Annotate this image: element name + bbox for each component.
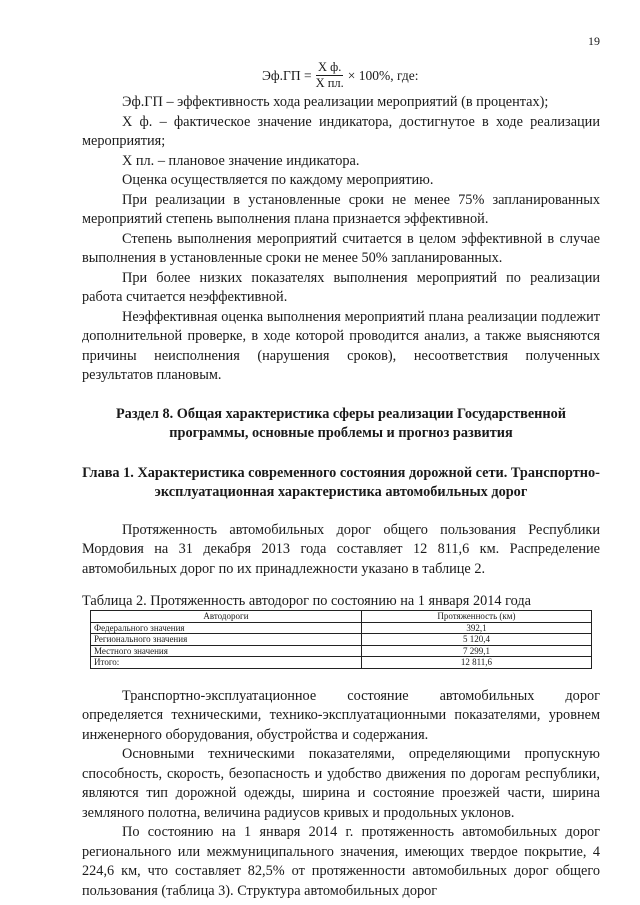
definition-eff: Эф.ГП – эффективность хода реализации мероприятий (в процентах);	[122, 94, 549, 110]
table-row	[91, 634, 592, 646]
table-cell-value: 5 120,4	[361, 634, 591, 646]
page-number: 19	[588, 34, 600, 48]
table-header-row	[91, 611, 592, 623]
paragraph-verification: Неэффективная оценка выполнения мероприятий плана реализации подлежит дополнительной проверке, в ходе которой проводится анализ, а также выясняются причины неисполнения (нарушения сроков), несоответствия полученных результатов плановым.	[82, 308, 600, 383]
table-cell-category: Итого:	[91, 657, 362, 669]
table-header-roads: Автодороги	[91, 611, 362, 623]
definition-xpl: Х пл. – плановое значение индикатора.	[122, 152, 360, 169]
paragraph-transport-condition: Транспортно-эксплуатационное состояние автомобильных дорог определяется техническими, технико-эксплуатационными показателями, уровнем инженерного оборудования, обустройства и содержания.	[82, 687, 600, 743]
formula-numerator: Х ф.	[317, 60, 342, 74]
efficiency-formula	[262, 60, 419, 91]
table-cell-value: 392,1	[361, 622, 591, 634]
table-row	[91, 645, 592, 657]
paragraph-50-percent: Степень выполнения мероприятий считается в целом эффективной в случае выполнения в установленные сроки не менее 50% запланированных.	[82, 230, 600, 266]
chapter-heading: Глава 1. Характеристика современного состояния дорожной сети. Транспортно-эксплуатационная характеристика автомобильных дорог	[82, 464, 600, 500]
table-caption: Таблица 2. Протяженность автодорог по состоянию на 1 января 2014 года	[82, 593, 531, 609]
paragraph-assessment: Оценка осуществляется по каждому мероприятию.	[122, 172, 434, 188]
table-cell-category: Местного значения	[91, 645, 362, 657]
formula-rhs: × 100%, где:	[347, 67, 419, 83]
section-heading: Раздел 8. Общая характеристика сферы реализации Государственной программы, основные проблемы и прогноз развития	[115, 405, 567, 441]
page-content	[82, 93, 600, 901]
table-row	[91, 622, 592, 634]
paragraph-75-percent: При реализации в установленные сроки не менее 75% запланированных мероприятий степень выполнения плана признается эффективной.	[82, 191, 600, 227]
table-cell-category: Федерального значения	[91, 622, 362, 634]
table-cell-category: Регионального значения	[91, 634, 362, 646]
road-length-table	[90, 610, 592, 669]
table-cell-value: 12 811,6	[361, 657, 591, 669]
paragraph-ineffective: При более низких показателях выполнения мероприятий по реализации работа считается неэффективной.	[82, 269, 600, 305]
table-cell-value: 7 299,1	[361, 645, 591, 657]
paragraph-road-length: Протяженность автомобильных дорог общего пользования Республики Мордовия на 31 декабря 2013 года составляет 12 811,6 км. Распределение автомобильных дорог по их принадлежности указано в таблице 2.	[82, 521, 600, 577]
formula-denominator: Х пл.	[315, 76, 344, 90]
paragraph-technical-indicators: Основными техническими показателями, определяющими пропускную способность, скорость, безопасность и удобство движения по дорогам республики, являются тип дорожной одежды, ширина и состояние проезжей части, ширина земляного полотна, величина радиусов кривых и продольных уклонов.	[82, 746, 600, 821]
formula-fraction	[316, 60, 344, 91]
table-header-length: Протяженность (км)	[361, 611, 591, 623]
paragraph-hard-surface: По состоянию на 1 января 2014 г. протяженность автомобильных дорог регионального или межмуниципального значения, имеющих твердое покрытие, 4 224,6 км, что составляет 82,5% от протяженности автомобильных дорог общего пользования (таблица 3). Структура автомобильных дорог	[82, 824, 600, 899]
definition-xf: Х ф. – фактическое значение индикатора, достигнутое в ходе реализации мероприятия;	[82, 113, 600, 149]
formula-lhs: Эф.ГП =	[262, 67, 312, 83]
table-row	[91, 657, 592, 669]
